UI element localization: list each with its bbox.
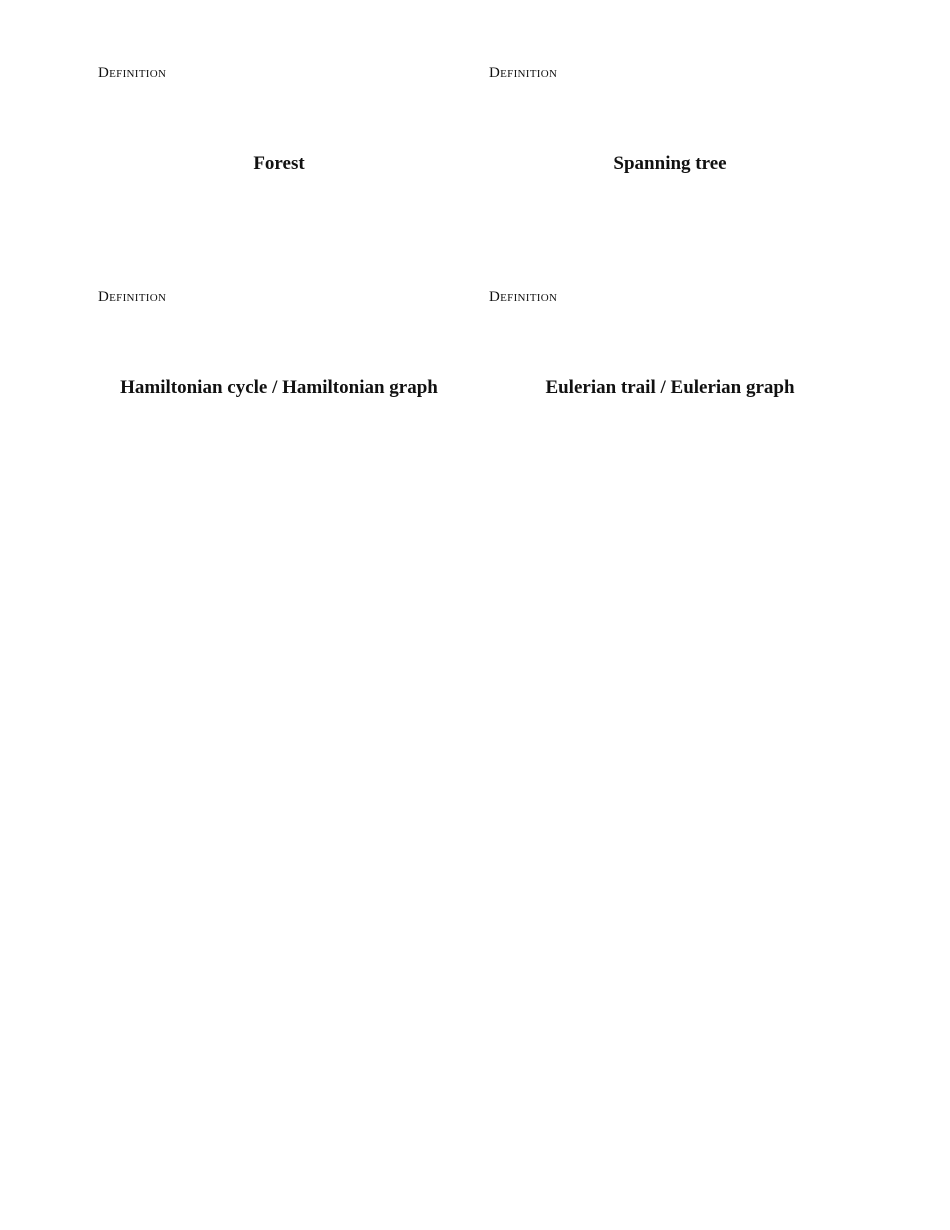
card-type-label: Definition <box>489 289 558 305</box>
card-term: Hamiltonian cycle / Hamiltonian graph <box>120 377 438 398</box>
definition-card-eulerian <box>489 288 851 488</box>
card-type-label: Definition <box>98 289 167 305</box>
card-term: Spanning tree <box>613 153 727 174</box>
card-type-label: Definition <box>98 65 167 81</box>
card-type-label: Definition <box>489 65 558 81</box>
definition-card-spanning-tree <box>489 64 851 264</box>
definition-card-forest <box>98 64 460 264</box>
definition-card-hamiltonian <box>98 288 460 488</box>
card-term: Forest <box>253 153 305 174</box>
card-term: Eulerian trail / Eulerian graph <box>545 377 795 398</box>
